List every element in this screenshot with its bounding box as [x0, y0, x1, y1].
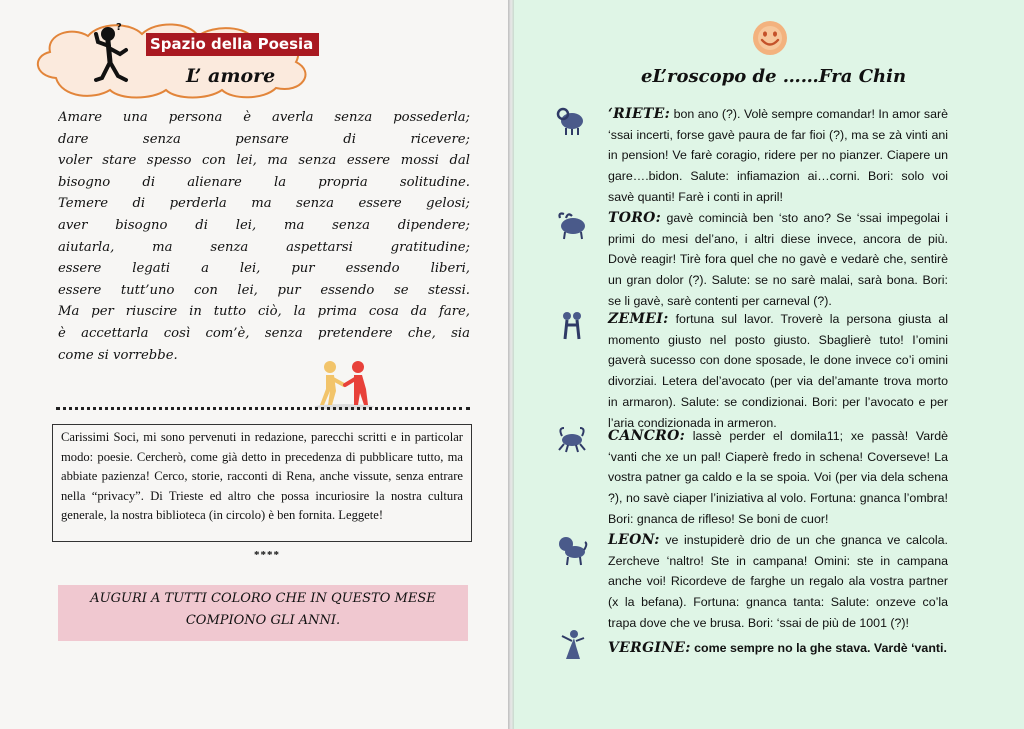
sign-name: CANCRO: — [608, 428, 686, 444]
editor-notice-box: Carissimi Soci, mi sono pervenuti in redazione, parecchi scritti e in particolar modo: poesie. Cercherò, come già detto in precedenza di pubblicare tutto, ma abbiate pazienza! Cerco, storie, racconti di Rena, anche vissute, senza entrare nella “privacy”. Di Trieste ed altro che possa incuriosire la nostra cultura generale, la nostra biblioteca (in circolo) è ben fornita. Leggete! — [52, 424, 472, 542]
sign-name: ‘RIETE: — [608, 106, 671, 122]
sign-text: gavè comincià ben ‘sto ano? Se ‘ssai impegolai i primi do mesi del’ano, i altri diese invece, ancora de più. Dovè reagir! Tirè fora quel che no gavè e vedarè che, sentirè un gran dolor (?). Salute: se no sarè malai, sarà bona. Bori: se li gavè, sarè contenti per carneval (?). — [608, 211, 948, 308]
sign-name: VERGINE: — [608, 640, 691, 656]
poem-line: bisogno di alienare la propria solitudine. — [58, 174, 470, 190]
horoscope-entry-leo — [608, 530, 948, 634]
sign-text: come sempre no la ghe stava. Vardè ‘vanti. — [690, 641, 947, 655]
handshake-figures-icon — [308, 357, 380, 411]
poem-line: è accettarla così com’è, senza pretendere che, sia — [58, 325, 470, 341]
poem-line: voler stare spesso con lei, ma senza essere mossi dal — [58, 153, 470, 169]
poem-line: essere tutt’uno con lei, pur essendo se stessi. — [58, 282, 470, 298]
virgo-icon — [556, 628, 588, 660]
horoscope-entry-gemini — [608, 309, 948, 433]
separator-stars: **** — [254, 549, 280, 561]
sign-name: LEON: — [608, 532, 660, 548]
poem-title: L’ amore — [186, 65, 276, 87]
poem-line: essere legati a lei, pur essendo liberi, — [58, 261, 470, 277]
left-page — [0, 0, 508, 729]
birthday-line: AUGURI A TUTTI COLORO CHE IN QUESTO MESE — [90, 591, 436, 606]
poem-line: dare senza pensare di ricevere; — [58, 131, 470, 147]
horoscope-entry-aries — [608, 104, 948, 208]
birthday-line: COMPIONO GLI ANNI. — [185, 613, 341, 628]
leo-icon — [556, 534, 588, 566]
sign-text: ve instupiderè drio de un che gnanca ve calcola. Zercheve ‘naltro! Ste in campana! Omini: ste in campana anche voi! Ricordeve de farghe un regalo ala vostra partner (x la befana). Fortuna: gnanca tanta: Salute: onzeve co’la trapa dove che ve brusa. Bori: ‘ssai de più de 1001 (?)! — [608, 533, 948, 630]
taurus-icon — [556, 208, 588, 240]
dotted-divider — [56, 407, 470, 410]
sign-text: bon ano (?). Volè sempre comandar! In amor sarè ‘ssai incerti, forse gavè paura de far fioi (?), ma se zà vinti ani in pension! Ve farè coragio, ridere per no pianzer. Ciapere un gare….bidon. Salute: infiamazion ai…corni. Bori: solo voi savè quanti! Farè i conti in april! — [608, 107, 948, 204]
section-banner: Spazio della Poesia — [146, 33, 319, 56]
smiley-icon — [751, 19, 789, 57]
cloud-icon — [26, 18, 314, 100]
sign-text: lassè perder el domila11; xe passà! Vardè ‘vanti che xe un pal! Ciaperè fredo in schena! Coverseve! La vostra patner ga caldo e la se spoia. Voi (per via dela schena ?), no savè ciaper l’iniziativa al volo. Fortuna: gnanca l’ombra! Bori: gnanca de rifleso! Se boni de cuor! — [608, 429, 948, 526]
poem-line: aiutarla, ma senza aspettarsi gratitudine; — [58, 239, 470, 255]
horoscope-title: eL’roscopo de ……Fra Chin — [641, 66, 907, 87]
poem-line: come si vorrebbe. — [58, 347, 178, 363]
sign-text: fortuna sul lavor. Troverè la persona giusta al momento giusto nel posto giusto. Sbaglierè tuto! I’omini gaverà sucesso con done sposade, le done invece co’i omini divorziai. Letera del’avocato (per via del’amante trova morto in armaron). Salute: se condizionai. Bori: per l’avocato e per l’aria condizionada in armeron. — [608, 312, 948, 430]
poem-line: aver bisogno di lei, ma senza dipendere; — [58, 217, 470, 233]
horoscope-entry-cancer — [608, 426, 948, 530]
sign-name: TORO: — [608, 210, 662, 226]
poem-line: Temere di perderla ma senza essere gelosi; — [58, 196, 470, 212]
horoscope-entry-taurus — [608, 208, 948, 312]
horoscope-entry-virgo — [608, 638, 948, 659]
aries-icon — [556, 104, 588, 136]
poem-line: Ma per riuscire in tutto ciò, la prima cosa da fare, — [58, 304, 470, 320]
poem-line: Amare una persona è averla senza possederla; — [58, 110, 470, 125]
birthday-banner — [58, 585, 468, 641]
gemini-icon — [556, 309, 588, 341]
svg-text:?: ? — [116, 22, 122, 33]
thinking-figure-icon — [88, 22, 134, 86]
cancer-icon — [556, 422, 588, 454]
poem-body — [58, 107, 470, 366]
sign-name: ZEMEI: — [608, 311, 669, 327]
